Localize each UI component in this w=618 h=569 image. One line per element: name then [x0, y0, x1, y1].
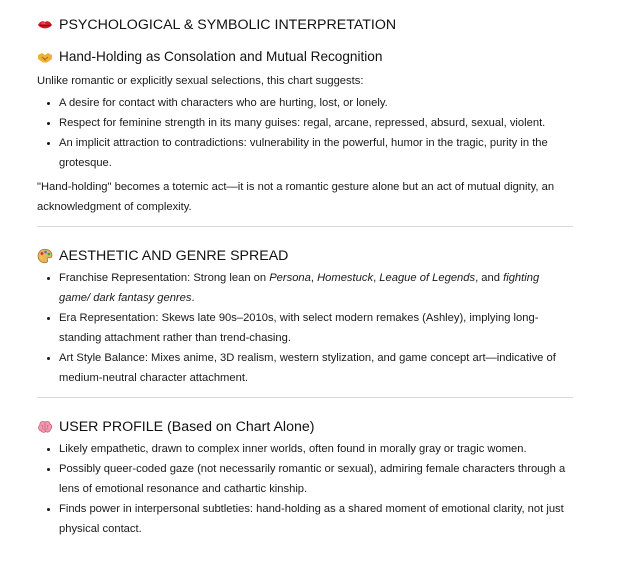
text-run: , [310, 272, 318, 284]
palette-icon [37, 248, 53, 264]
lips-icon [37, 17, 53, 33]
franchise-title: Persona [269, 272, 311, 284]
divider [37, 397, 573, 398]
list-item: • An implicit attraction to contradictions: vulnerability in the powerful, humor in the tragic, purity in the grotesque. [59, 133, 573, 173]
list-item: • A desire for contact with characters who are hurting, lost, or lonely. [59, 93, 573, 113]
franchise-title: League of Legends [379, 272, 476, 284]
bullet-list [37, 93, 573, 173]
text-run: . [191, 292, 195, 304]
genre-text: fighting game/ dark fantasy genres [59, 272, 540, 304]
list-item-franchise [59, 268, 573, 308]
text-run: , [373, 272, 380, 284]
list-item: • Finds power in interpersonal subtleties: hand-holding as a shared moment of emotional clarity, not just physical contact. [59, 499, 573, 539]
list-item: • Era Representation: Skews late 90s–2010s, with select modern remakes (Ashley), implying long-standing attachment rather than trend-chasing. [59, 308, 573, 348]
text-run: Franchise Representation: Strong lean on [59, 272, 270, 284]
divider [37, 226, 573, 227]
section-title: USER PROFILE (Based on Chart Alone) [59, 419, 315, 435]
handshake-icon [37, 49, 53, 65]
list-item: • Art Style Balance: Mixes anime, 3D realism, western stylization, and game concept art—indicative of medium-neutral character attachment. [59, 348, 573, 388]
list-item: • Possibly queer-coded gaze (not necessarily romantic or sexual), admiring female characters through a lens of emotional resonance and cathartic kinship. [59, 459, 573, 499]
subsection-heading-hand-holding [37, 47, 573, 67]
intro-paragraph: Unlike romantic or explicitly sexual selections, this chart suggests: [37, 75, 364, 87]
section-title: PSYCHOLOGICAL & SYMBOLIC INTERPRETATION [59, 17, 397, 33]
section-heading-user-profile [37, 417, 573, 437]
brain-icon [37, 419, 53, 435]
section-heading-psychological [37, 15, 573, 35]
section-heading-aesthetic [37, 246, 573, 266]
bullet-list [37, 268, 573, 388]
franchise-title: Homestuck [317, 272, 374, 284]
bullet-list [37, 439, 573, 539]
section-title: AESTHETIC AND GENRE SPREAD [59, 248, 289, 264]
list-item: • Likely empathetic, drawn to complex inner worlds, often found in morally gray or tragic women. [59, 439, 573, 459]
text-run: , and [475, 272, 504, 284]
list-item: • Respect for feminine strength in its many guises: regal, arcane, repressed, absurd, sexual, violent. [59, 113, 573, 133]
subsection-title: Hand-Holding as Consolation and Mutual Recognition [59, 49, 383, 64]
closing-paragraph: "Hand-holding" becomes a totemic act—it is not a romantic gesture alone but an act of mutual dignity, an acknowledgment of complexity. [37, 181, 555, 213]
